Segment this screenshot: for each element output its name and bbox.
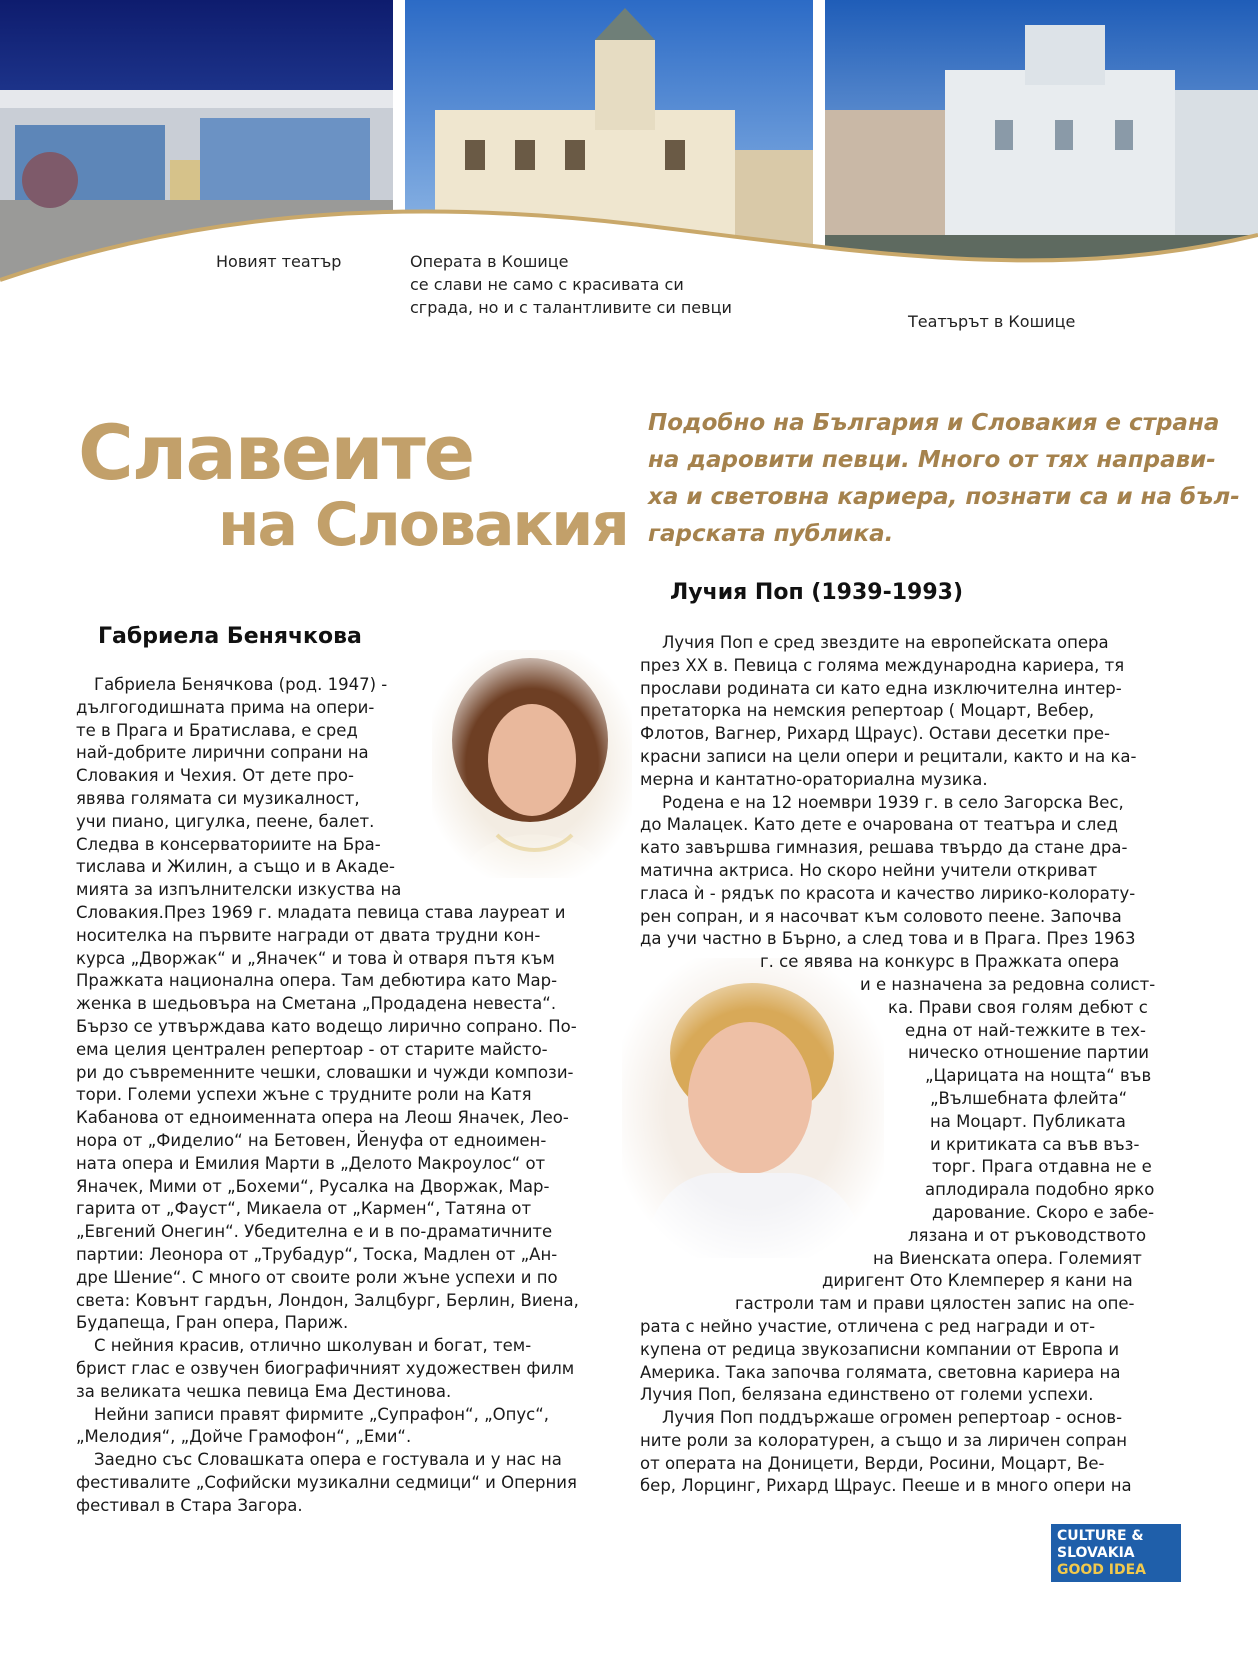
text-line: гарита от „Фауст“, Микаела от „Кармен“, Татяна от [76, 1199, 532, 1219]
text-line: ническо отношение партии [908, 1043, 1149, 1063]
text-line: най-добрите лирични сопрани на [76, 743, 369, 763]
text-line: мията за изпълнителски изкуства на [76, 880, 402, 900]
text-line: брист глас е озвучен биографичният художествен филм [76, 1358, 575, 1378]
intro-line: гарската публика. [648, 521, 894, 547]
photo-caption-opera [410, 250, 810, 319]
text-line: една от най-тежките в тех- [905, 1020, 1147, 1040]
text-line: дългогодишната прима на опери- [76, 697, 375, 717]
logo-line: GOOD IDEA [1057, 1562, 1147, 1578]
text-line: матична актриса. Но скоро нейни учители откриват [640, 860, 1098, 880]
text-line: ната опера и Емилия Марти в „Делото Макроулос“ от [76, 1153, 546, 1173]
text-line: Лучия Поп е сред звездите на европейската опера [662, 633, 1109, 652]
text-line: от операта на Доницети, Верди, Росини, Моцарт, Ве- [640, 1453, 1105, 1473]
text-line: женка в шедьовъра на Сметана „Продадена невеста“. [76, 994, 557, 1014]
text-line: учи пиано, цигулка, пеене, балет. [76, 811, 375, 831]
text-line: Флотов, Вагнер, Рихард Щраус). Остави десетки пре- [640, 724, 1111, 744]
page-title-line2: на Словакия [218, 490, 628, 560]
text-line: С нейния красив, отлично школуван и богат, тем- [94, 1336, 532, 1356]
text-line: лязана и от ръководството [908, 1225, 1147, 1245]
text-line: Габриела Бенячкова (род. 1947) - [94, 675, 388, 694]
text-line: гастроли там и прави цялостен запис на опе- [735, 1294, 1135, 1314]
text-line: Америка. Така започва голямата, световна кариера на [640, 1362, 1121, 1382]
logo-line: SLOVAKIA [1057, 1545, 1135, 1561]
text-line: мерна и кантатно-ораториална музика. [640, 769, 988, 789]
text-line: „Вълшебната флейта“ [930, 1088, 1128, 1108]
text-line: дре Шение“. С много от своите роли жъне успехи и по [76, 1267, 558, 1287]
text-line: претаторка на немския репертоар ( Моцарт, Вебер, [640, 701, 1095, 721]
logo-line: CULTURE & [1057, 1528, 1144, 1544]
text-line: Кабанова от едноименната опера на Леош Яначек, Лео- [76, 1108, 569, 1128]
text-line: бер, Лорцинг, Рихард Щраус. Пееше и в много опери на [640, 1476, 1132, 1496]
text-line: Следва в консерваториите на Бра- [76, 834, 381, 854]
culture-slovakia-logo [1051, 1524, 1181, 1582]
caption-line: сграда, но и с талантливите си певци [410, 298, 732, 317]
text-line: тислава и Жилин, а също и в Акаде- [76, 857, 395, 877]
article-benackova-body [76, 674, 616, 1517]
text-line: красни записи на цели опери и рецитали, както и на ка- [640, 746, 1137, 766]
text-line: носителка на първите награди от двата трудни кон- [76, 925, 541, 945]
text-line: „Мелодия“, „Дойче Грамофон“, „Еми“. [76, 1427, 412, 1447]
text-line: тори. Големи успехи жъне с трудните роли на Катя [76, 1085, 532, 1105]
text-line: Будапеща, Гран опера, Париж. [76, 1313, 349, 1333]
page-title-line1: Славеите [78, 408, 474, 497]
photo-caption-theatre: Театърът в Кошице [908, 312, 1076, 331]
text-line: и е назначена за редовна солист- [860, 974, 1156, 994]
text-line: Словакия.През 1969 г. младата певица става лауреат и [76, 902, 566, 922]
intro-line: на даровити певци. Много от тях направи- [648, 447, 1216, 473]
text-line: през XX в. Певица с голяма международна кариера, тя [640, 655, 1125, 675]
text-line: Лучия Поп поддържаше огромен репертоар - основ- [662, 1408, 1123, 1428]
text-line: Нейни записи правят фирмите „Супрафон“, „Опус“, [94, 1404, 550, 1424]
photo-caption-new-theatre: Новият театър [216, 252, 342, 271]
text-line: фестивал в Стара Загора. [76, 1495, 303, 1515]
text-line: явява голямата си музикалност, [76, 788, 360, 808]
text-line: Словакия и Чехия. От дете про- [76, 766, 354, 786]
text-line: рен сопран, и я насочват към соловото пеене. Започва [640, 906, 1122, 926]
text-line: купена от редица звукозаписни компании от Европа и [640, 1339, 1120, 1359]
text-line: „Царицата на нощта“ във [925, 1066, 1152, 1086]
text-line: фестивалите „Софийски музикални седмици“ и Оперния [76, 1472, 577, 1492]
article-heading-benackova: Габриела Бенячкова [98, 624, 362, 649]
text-line: ните роли за колоратурен, а също и за лиричен сопран [640, 1430, 1128, 1450]
caption-line: Операта в Кошице [410, 252, 569, 271]
text-line: Яначек, Мими от „Бохеми“, Русалка на Дворжак, Мар- [76, 1176, 550, 1196]
text-line: до Малацек. Като дете е очарована от театъра и след [640, 815, 1118, 835]
intro-line: Подобно на България и Словакия е страна [648, 410, 1220, 436]
text-line: торг. Прага отдавна не е [932, 1157, 1152, 1177]
text-line: Родена е на 12 ноември 1939 г. в село Загорска Вес, [662, 792, 1124, 812]
text-line: света: Ковънт гардън, Лондон, Залцбург, Берлин, Виена, [76, 1290, 579, 1310]
intro-line: ха и световна кариера, познати са и на бъл- [648, 484, 1240, 510]
text-line: дарование. Скоро е забе- [932, 1202, 1155, 1222]
text-line: „Евгений Онегин“. Убедителна е и в по-драматичните [76, 1222, 553, 1242]
text-line: партии: Леонора от „Трубадур“, Тоска, Мадлен от „Ан- [76, 1244, 558, 1264]
text-line: като завършва гимназия, решава твърдо да стане дра- [640, 838, 1128, 858]
text-line: на Моцарт. Публиката [930, 1111, 1126, 1131]
text-line: Лучия Поп, белязана единствено от големи успехи. [640, 1385, 1094, 1405]
text-line: г. се явява на конкурс в Пражката опера [760, 952, 1120, 972]
text-line: да учи частно в Бърно, а след това и в Прага. През 1963 [640, 929, 1136, 949]
text-line: Бързо се утвърждава като водещо лирично сопрано. По- [76, 1016, 577, 1036]
intro-text [648, 405, 1240, 553]
text-line: ка. Прави своя голям дебют с [888, 997, 1148, 1017]
text-line: за великата чешка певица Ема Дестинова. [76, 1381, 452, 1401]
text-line: прослави родината си като една изключителна интер- [640, 678, 1122, 698]
text-line: рата с нейно участие, отличена с ред награди и от- [640, 1316, 1096, 1336]
text-line: курса „Дворжак“ и „Яначек“ и това ѝ отваря пътя към [76, 948, 555, 968]
text-line: те в Прага и Братислава, е сред [76, 720, 358, 740]
article-popp-body [640, 632, 1185, 1498]
text-line: ема целия централен репертоар - от старите майсто- [76, 1039, 548, 1059]
text-line: гласа ѝ - рядък по красота и качество лирико-колорату- [640, 883, 1136, 903]
text-line: на Виенската опера. Големият [873, 1248, 1142, 1268]
text-line: нора от „Фиделио“ на Бетовен, Йенуфа от едноимен- [76, 1130, 547, 1150]
text-line: и критиката са във въз- [930, 1134, 1140, 1154]
article-heading-popp: Лучия Поп (1939-1993) [670, 580, 964, 605]
text-line: Пражката национална опера. Там дебютира като Мар- [76, 971, 558, 991]
text-line: ри до съвременните чешки, словашки и чужди компози- [76, 1062, 574, 1082]
text-line: диригент Ото Клемперер я кани на [822, 1271, 1133, 1291]
caption-line: се слави не само с красивата си [410, 275, 684, 294]
text-line: аплодирала подобно ярко [925, 1180, 1155, 1200]
text-line: Заедно със Словашката опера е гостувала и у нас на [94, 1450, 562, 1470]
